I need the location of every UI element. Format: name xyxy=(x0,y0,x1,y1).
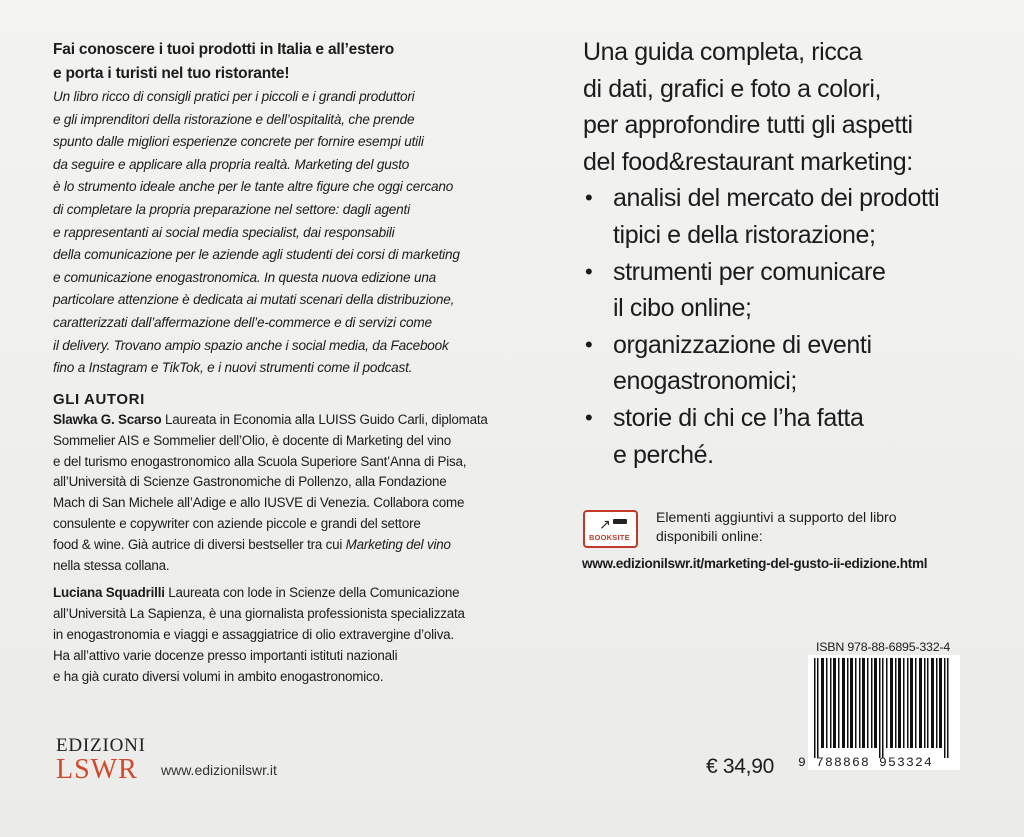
bullet-icon: • xyxy=(585,404,593,430)
publisher-url[interactable]: www.edizionilswr.it xyxy=(161,762,277,778)
list-item-line: analisi del mercato dei prodotti xyxy=(613,184,940,213)
booksite-icon-label: BOOKSITE xyxy=(589,533,630,542)
list-item xyxy=(583,327,1003,400)
left-column xyxy=(53,38,533,688)
guide-intro-line: Una guida completa, ricca xyxy=(583,38,863,66)
isbn-label: ISBN 978-88-6895-332-4 xyxy=(816,640,951,654)
list-item-line: enogastronomici; xyxy=(613,367,797,396)
book-bar-icon xyxy=(613,519,627,524)
intro-body-line: il delivery. Trovano ampio spazio anche i social media, da Facebook xyxy=(53,337,449,353)
bullet-icon: • xyxy=(585,185,593,211)
author-bio-text: Laureata in Economia alla LUISS Guido Carli, diplomata xyxy=(161,411,488,427)
guide-intro-line: del food&restaurant marketing: xyxy=(583,147,913,176)
bullet-icon: • xyxy=(585,258,593,284)
author-bio-text: food & wine. Già autrice di diversi bestseller tra cui xyxy=(53,537,346,553)
author-bio-line: nella stessa collana. xyxy=(53,558,170,574)
bullet-icon: • xyxy=(585,331,593,357)
author-bio-text: Laureata con lode in Scienze della Comunicazione xyxy=(164,584,460,600)
author-bio-line xyxy=(53,583,533,604)
guide-intro-line: di dati, grafici e foto a colori, xyxy=(583,74,882,103)
booksite-description xyxy=(656,508,1016,546)
guide-intro-line: per approfondire tutti gli aspetti xyxy=(583,111,913,140)
publisher-logo-line-1: EDIZIONI xyxy=(56,735,146,756)
list-item xyxy=(583,180,1003,253)
right-column xyxy=(583,34,1003,473)
intro-body-line: caratterizzati dall’affermazione dell’e-commerce e di servizi come xyxy=(53,314,432,330)
barcode-bars xyxy=(812,658,956,758)
intro-body-line: è lo strumento ideale anche per le tante altre figure che oggi cercano xyxy=(53,179,454,195)
intro-body-line: particolare attenzione è dedicata ai mutati scenari della distribuzione, xyxy=(53,292,455,308)
booksite-text-line: Elementi aggiuntivi a supporto del libro xyxy=(656,509,897,525)
intro-body-line: fino a Instagram e TikTok, e i nuovi strumenti come il podcast. xyxy=(53,360,413,376)
author-bio-line: all’Università La Sapienza, è una giornalista professionista specializzata xyxy=(53,605,465,621)
intro-body-line: e comunicazione enogastronomica. In questa nuova edizione una xyxy=(53,269,437,285)
intro-heading-line-1: Fai conoscere i tuoi prodotti in Italia e all’estero xyxy=(53,41,395,58)
list-item xyxy=(583,400,1003,473)
intro-body-line: di completare la propria preparazione nel settore: dagli agenti xyxy=(53,201,410,217)
author-bio-line: e del turismo enogastronomico alla Scuola Superiore Sant’Anna di Pisa, xyxy=(53,453,467,469)
authors-title: GLI AUTORI xyxy=(53,390,145,408)
author-name: Slawka G. Scarso xyxy=(53,411,162,427)
author-bio-line: consulente e copywriter con aziende piccole e grandi del settore xyxy=(53,516,421,532)
author-bio-line xyxy=(53,535,533,556)
intro-body-line: spunto dalle migliori esperienze concrete per fornire esempi utili xyxy=(53,134,424,150)
author-bio-line: e ha già curato diversi volumi in ambito enogastronomico. xyxy=(53,668,384,684)
barcode xyxy=(808,655,960,770)
intro-heading xyxy=(53,38,533,86)
booksite-text-line: disponibili online: xyxy=(656,528,763,544)
price: € 34,90 xyxy=(706,755,774,778)
publisher-logo-line-2: LSWR xyxy=(56,754,138,785)
intro-body-line: e rappresentanti ai social media specialist, dai responsabili xyxy=(53,224,395,240)
list-item-line: storie di chi ce l’ha fatta xyxy=(613,403,864,432)
intro-body-line: della comunicazione per le aziende agli studenti dei corsi di marketing xyxy=(53,247,460,263)
list-item-line: organizzazione di eventi xyxy=(613,330,872,359)
booksite-icon xyxy=(583,510,638,548)
guide-bullet-list xyxy=(583,180,1003,473)
intro-body xyxy=(53,86,533,380)
author-bio-squadrilli xyxy=(53,583,533,688)
arrow-icon: ↗ xyxy=(599,516,611,532)
author-bio-line: all’Università di Scienze Gastronomiche di Pollenzo, alla Fondazione xyxy=(53,474,447,490)
list-item-line: e perché. xyxy=(613,440,714,469)
list-item-line: tipici e della ristorazione; xyxy=(613,220,876,249)
booksite-url[interactable]: www.edizionilswr.it/marketing-del-gusto-ii-edizione.html xyxy=(582,556,928,571)
author-bio-line: in enogastronomia e viaggi e assaggiatrice di olio extravergine d’oliva. xyxy=(53,626,454,642)
author-bio-line xyxy=(53,410,533,431)
list-item-line: il cibo online; xyxy=(613,294,752,323)
author-bio-line: Ha all’attivo varie docenze presso importanti istituti nazionali xyxy=(53,647,398,663)
barcode-digits: 9 788868 953324 xyxy=(798,755,934,770)
author-bio-line: Mach di San Michele all’Adige e allo IUSVE di Venezia. Collabora come xyxy=(53,495,465,511)
intro-body-line: da seguire e applicare alla propria realtà. Marketing del gusto xyxy=(53,156,410,172)
author-bio-line: Sommelier AIS e Sommelier dell’Olio, è docente di Marketing del vino xyxy=(53,432,451,448)
publisher-logo xyxy=(56,736,146,784)
intro-body-line: e gli imprenditori della ristorazione e dell’ospitalità, che prende xyxy=(53,111,415,127)
intro-heading-line-2: e porta i turisti nel tuo ristorante! xyxy=(53,65,290,82)
author-name: Luciana Squadrilli xyxy=(53,584,165,600)
author-bio-scarso xyxy=(53,410,533,577)
list-item-line: strumenti per comunicare xyxy=(613,257,886,286)
guide-intro xyxy=(583,34,1003,180)
intro-body-line: Un libro ricco di consigli pratici per i piccoli e i grandi produttori xyxy=(53,89,415,104)
list-item xyxy=(583,254,1003,327)
book-title-italic: Marketing del vino xyxy=(345,537,451,553)
